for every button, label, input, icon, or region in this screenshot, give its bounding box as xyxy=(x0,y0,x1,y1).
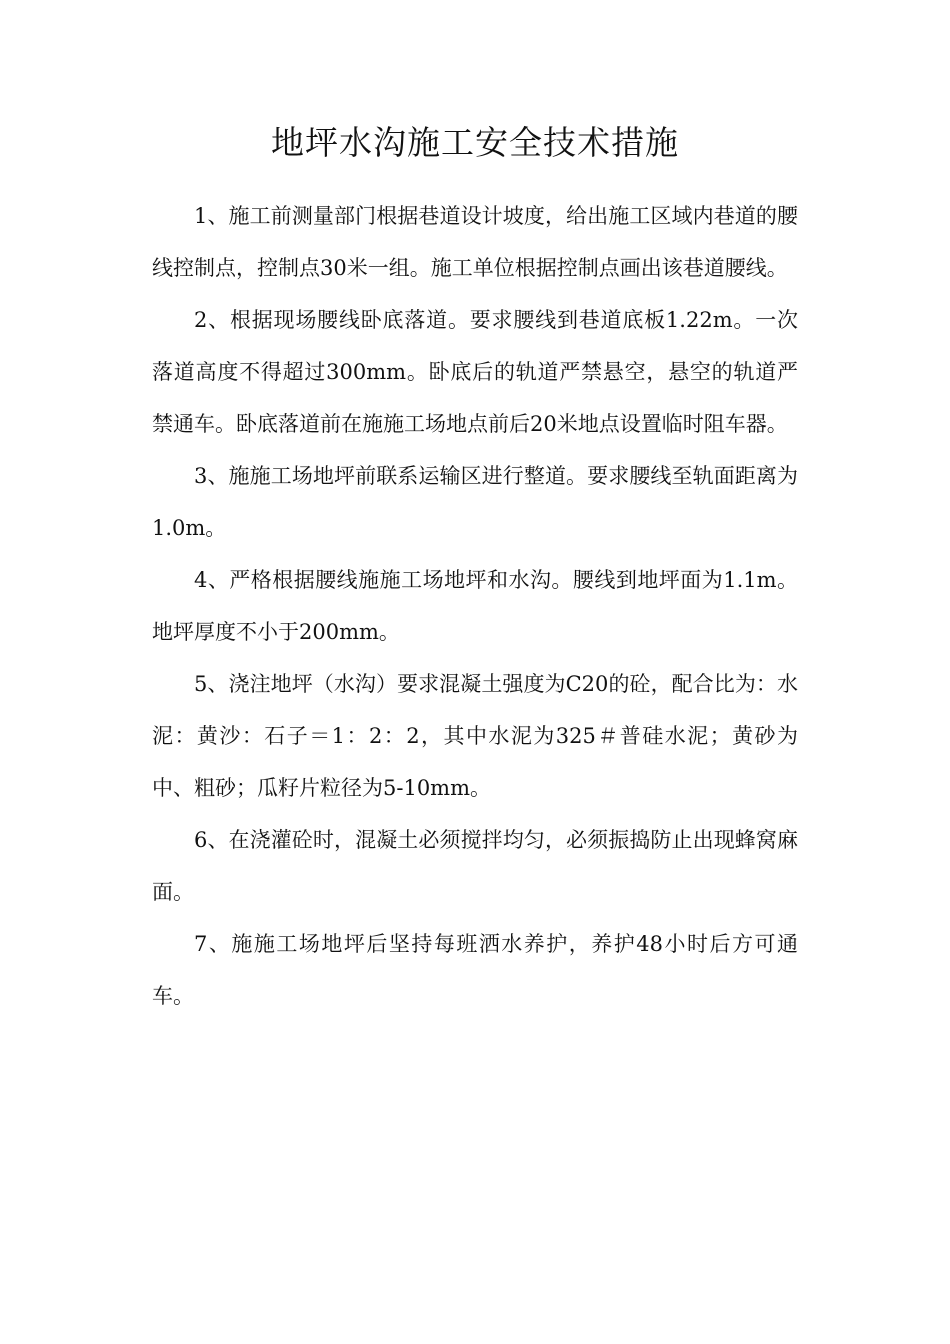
paragraph-6: 6、在浇灌砼时，混凝土必须搅拌均匀，必须振捣防止出现蜂窝麻面。 xyxy=(152,828,798,904)
document-title: 地坪水沟施工安全技术措施 xyxy=(271,123,679,162)
paragraph-4: 4、严格根据腰线施施工场地坪和水沟。腰线到地坪面为1.1m。地坪厚度不小于200mm。 xyxy=(152,568,798,644)
paragraph-3: 3、施施工场地坪前联系运输区进行整道。要求腰线至轨面距离为1.0m。 xyxy=(152,464,798,540)
paragraph-1: 1、施工前测量部门根据巷道设计坡度，给出施工区域内巷道的腰线控制点，控制点30米一组。施工单位根据控制点画出该巷道腰线。 xyxy=(152,204,798,280)
paragraph-5: 5、浇注地坪（水沟）要求混凝土强度为C20的砼，配合比为：水泥：黄沙：石子＝1：2：2，其中水泥为325＃普硅水泥；黄砂为中、粗砂；瓜籽片粒径为5-10mm。 xyxy=(152,672,798,800)
paragraph-2: 2、根据现场腰线卧底落道。要求腰线到巷道底板1.22m。一次落道高度不得超过300mm。卧底后的轨道严禁悬空，悬空的轨道严禁通车。卧底落道前在施施工场地点前后20米地点设置临时阻车器。 xyxy=(152,308,798,436)
document-body xyxy=(152,190,798,1022)
paragraph-7: 7、施施工场地坪后坚持每班洒水养护，养护48小时后方可通车。 xyxy=(152,932,798,1008)
